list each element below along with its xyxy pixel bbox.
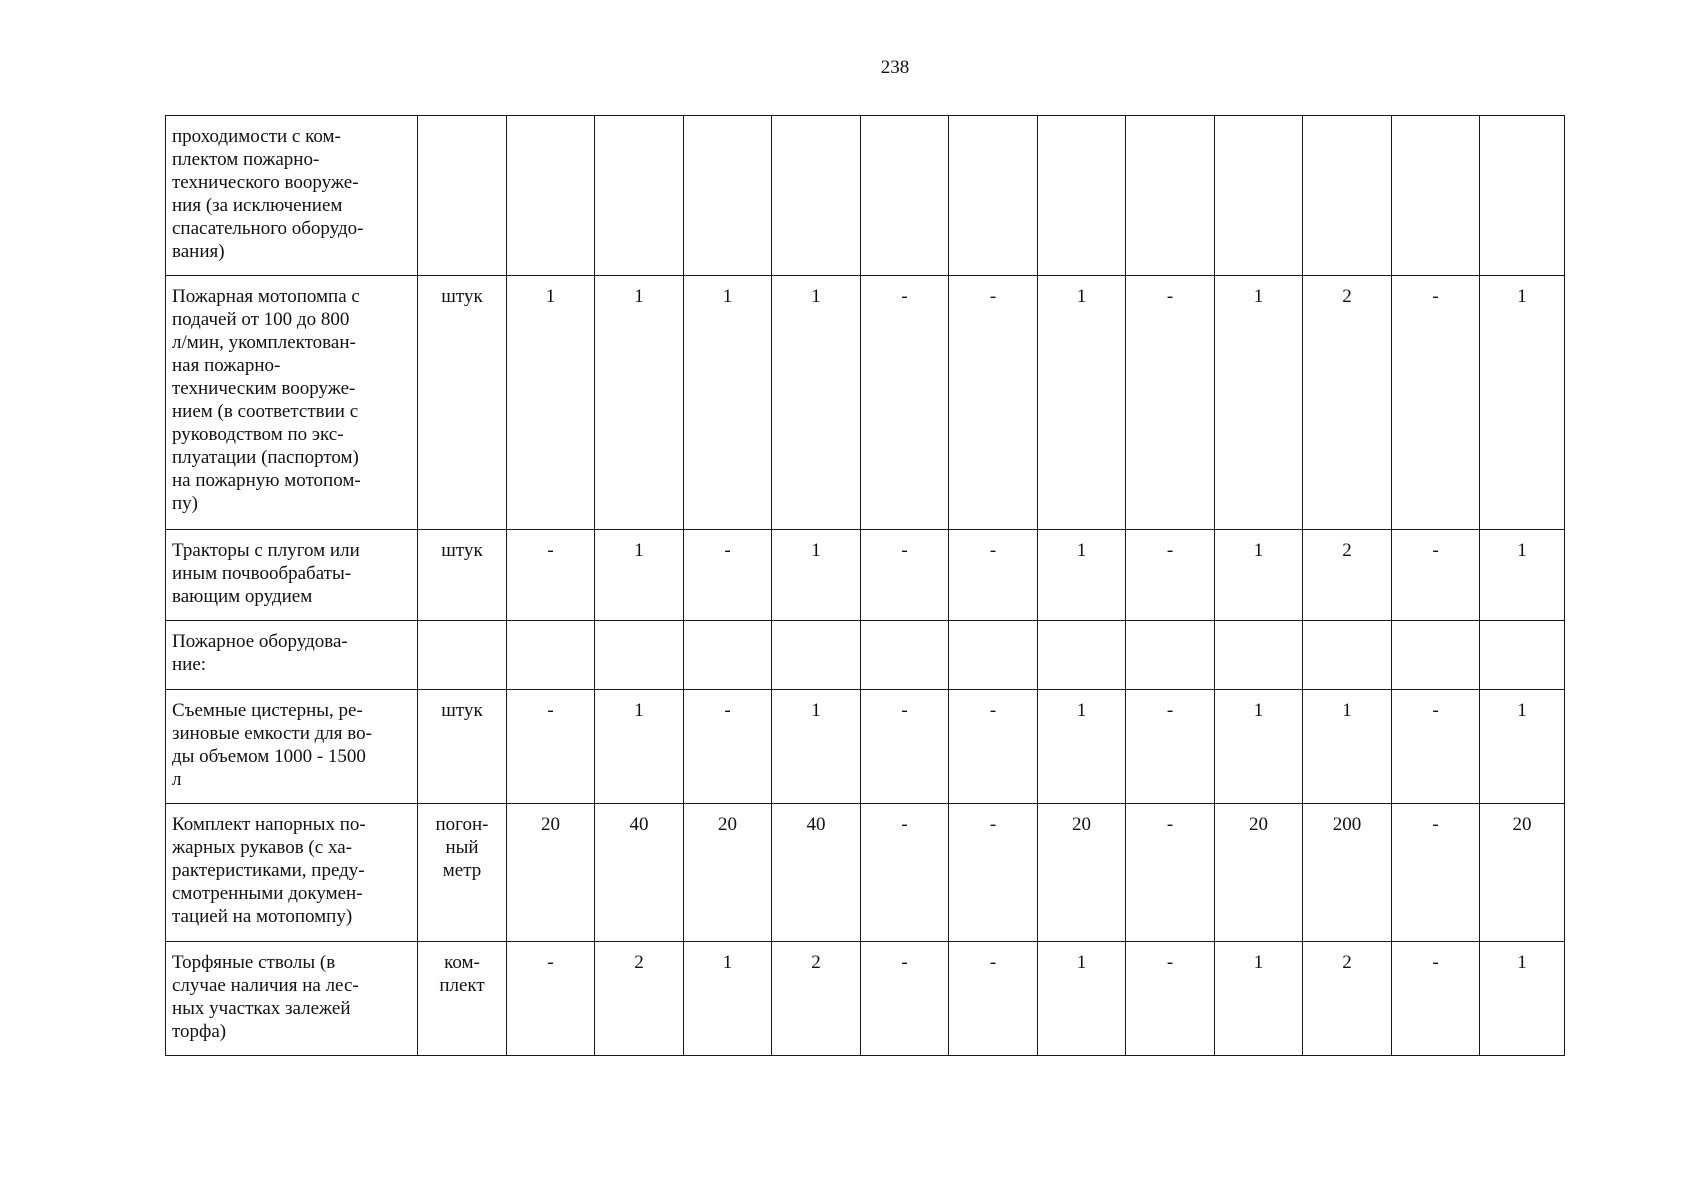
value-cell	[1126, 804, 1215, 942]
value-cell	[1126, 530, 1215, 621]
value: 1	[1517, 286, 1527, 307]
value-cell	[507, 942, 595, 1056]
value: 1	[1253, 286, 1264, 307]
table-row	[166, 690, 1565, 804]
table-row	[166, 621, 1565, 690]
value-cell	[1392, 804, 1480, 942]
value: 2	[1342, 540, 1352, 561]
value-cell	[595, 621, 684, 690]
value-cell	[684, 116, 772, 276]
item-name-cell	[166, 621, 418, 690]
table-row	[166, 116, 1565, 276]
value-cell	[684, 690, 772, 804]
value-cell	[1038, 276, 1126, 530]
value: 20	[541, 814, 560, 835]
value-cell	[772, 942, 861, 1056]
value-cell	[1303, 942, 1392, 1056]
value-cell	[1126, 690, 1215, 804]
value-cell	[1215, 942, 1303, 1056]
value-cell	[1480, 942, 1565, 1056]
value-cell	[1215, 276, 1303, 530]
value-cell	[1215, 804, 1303, 942]
item-name: Пожарное оборудова- ние:	[172, 631, 348, 675]
value-cell	[595, 942, 684, 1056]
value-cell	[1392, 276, 1480, 530]
value-cell	[1215, 690, 1303, 804]
value-cell	[1303, 116, 1392, 276]
value-cell	[1215, 621, 1303, 690]
value-cell	[1038, 942, 1126, 1056]
unit-label: погон- ный метр	[435, 814, 489, 881]
value: 2	[1342, 286, 1352, 307]
value-cell	[1215, 530, 1303, 621]
value: 1	[1517, 700, 1527, 721]
value: 40	[806, 814, 826, 835]
value: 20	[1512, 814, 1532, 835]
value: -	[724, 700, 731, 721]
value: 20	[1072, 814, 1091, 835]
value-cell	[861, 276, 949, 530]
value-cell	[949, 530, 1038, 621]
item-name-cell	[166, 276, 418, 530]
item-name-cell	[166, 116, 418, 276]
value-cell	[1126, 942, 1215, 1056]
value-cell	[949, 804, 1038, 942]
unit-label: штук	[441, 540, 483, 561]
item-name: Торфяные стволы (в случае наличия на лес- ных участках залежей торфа)	[172, 952, 359, 1042]
page-number: 238	[880, 57, 910, 78]
value-cell	[1303, 530, 1392, 621]
value: 1	[634, 700, 644, 721]
value-cell	[595, 804, 684, 942]
value-cell	[595, 116, 684, 276]
value: 40	[629, 814, 649, 835]
value-cell	[1480, 276, 1565, 530]
value: -	[1432, 952, 1439, 973]
value-cell	[1392, 116, 1480, 276]
value-cell	[507, 530, 595, 621]
value-cell	[1038, 116, 1126, 276]
equipment-table	[165, 115, 1565, 1056]
item-name-cell	[166, 690, 418, 804]
value-cell	[1126, 116, 1215, 276]
value: 1	[634, 540, 644, 561]
value: -	[1166, 700, 1174, 721]
value-cell	[1480, 621, 1565, 690]
value: -	[901, 814, 908, 835]
unit-cell	[418, 804, 507, 942]
item-name-cell	[166, 942, 418, 1056]
value-cell	[861, 530, 949, 621]
value-cell	[1038, 690, 1126, 804]
value-cell	[1303, 804, 1392, 942]
value-cell	[507, 621, 595, 690]
value: 1	[1342, 700, 1352, 721]
value: -	[1432, 814, 1439, 835]
value: 1	[1076, 700, 1087, 721]
value: -	[901, 700, 908, 721]
value: -	[1432, 540, 1439, 561]
value: 1	[722, 286, 733, 307]
value: 1	[1076, 540, 1087, 561]
value: 2	[634, 952, 644, 973]
value: 1	[1517, 540, 1527, 561]
table-row	[166, 530, 1565, 621]
value-cell	[1480, 804, 1565, 942]
value: -	[1432, 700, 1439, 721]
value-cell	[684, 804, 772, 942]
value-cell	[861, 621, 949, 690]
value: -	[989, 700, 997, 721]
unit-label: ком- плект	[439, 952, 485, 996]
unit-cell	[418, 276, 507, 530]
value: 1	[634, 286, 644, 307]
unit-label: штук	[441, 700, 483, 721]
value: 20	[718, 814, 737, 835]
table-body	[166, 116, 1565, 1056]
value: 20	[1249, 814, 1268, 835]
value-cell	[1038, 804, 1126, 942]
value-cell	[1215, 116, 1303, 276]
value-cell	[1303, 621, 1392, 690]
value: 1	[811, 540, 821, 561]
value: -	[547, 952, 554, 973]
unit-cell	[418, 621, 507, 690]
value-cell	[949, 276, 1038, 530]
unit-cell	[418, 530, 507, 621]
value-cell	[684, 942, 772, 1056]
value: 2	[1342, 952, 1352, 973]
value-cell	[861, 116, 949, 276]
value-cell	[1038, 621, 1126, 690]
value-cell	[772, 804, 861, 942]
value: 1	[811, 286, 821, 307]
value-cell	[507, 690, 595, 804]
value: -	[989, 814, 997, 835]
value: -	[547, 700, 554, 721]
value-cell	[507, 276, 595, 530]
value: 1	[1076, 286, 1087, 307]
value: -	[724, 540, 731, 561]
item-name: Пожарная мотопомпа с подачей от 100 до 800 л/мин, укомплектован- ная пожарно- техническим вооруже- нием (в соответствии с руководством по экс- плуатации (паспортом) на пожарную мотопом- пу)	[172, 286, 361, 514]
value-cell	[1303, 690, 1392, 804]
item-name: Комплект напорных по- жарных рукавов (с ха- рактеристиками, преду- смотренными докумен- тацией на мотопомпу)	[172, 814, 366, 927]
value-cell	[949, 116, 1038, 276]
value-cell	[1480, 530, 1565, 621]
value: 200	[1332, 814, 1362, 835]
value-cell	[949, 942, 1038, 1056]
value-cell	[1392, 621, 1480, 690]
value: -	[1166, 814, 1174, 835]
value-cell	[1303, 276, 1392, 530]
item-name: Тракторы с плугом или иным почвообрабаты- вающим орудием	[172, 540, 360, 607]
table-row	[166, 276, 1565, 530]
value: -	[1166, 286, 1174, 307]
value: 1	[1253, 700, 1264, 721]
value: 1	[1253, 952, 1264, 973]
value: 1	[1517, 952, 1527, 973]
value-cell	[772, 530, 861, 621]
value-cell	[595, 530, 684, 621]
value-cell	[949, 690, 1038, 804]
unit-cell	[418, 942, 507, 1056]
value-cell	[595, 690, 684, 804]
value-cell	[949, 621, 1038, 690]
value-cell	[861, 942, 949, 1056]
value: -	[1432, 286, 1439, 307]
value-cell	[684, 276, 772, 530]
value: -	[989, 540, 997, 561]
value: 1	[1076, 952, 1087, 973]
value: -	[1166, 952, 1174, 973]
unit-cell	[418, 116, 507, 276]
value-cell	[595, 276, 684, 530]
value: -	[989, 286, 997, 307]
value-cell	[1392, 530, 1480, 621]
table-row	[166, 942, 1565, 1056]
value-cell	[1126, 621, 1215, 690]
value-cell	[507, 804, 595, 942]
value-cell	[1480, 690, 1565, 804]
value: -	[1166, 540, 1174, 561]
value: -	[989, 952, 997, 973]
value-cell	[861, 804, 949, 942]
value-cell	[684, 530, 772, 621]
value-cell	[772, 621, 861, 690]
value-cell	[684, 621, 772, 690]
value: -	[901, 952, 908, 973]
value: 1	[722, 952, 733, 973]
value-cell	[1392, 690, 1480, 804]
value-cell	[507, 116, 595, 276]
value: 2	[811, 952, 821, 973]
value-cell	[1480, 116, 1565, 276]
value-cell	[1392, 942, 1480, 1056]
value-cell	[1126, 276, 1215, 530]
value: -	[901, 286, 908, 307]
item-name: проходимости с ком- плектом пожарно- технического вооруже- ния (за исключением спасательного оборудо- вания)	[172, 126, 364, 262]
value-cell	[772, 690, 861, 804]
value-cell	[861, 690, 949, 804]
value-cell	[772, 116, 861, 276]
value-cell	[1038, 530, 1126, 621]
value-cell	[772, 276, 861, 530]
item-name-cell	[166, 530, 418, 621]
value: -	[547, 540, 554, 561]
unit-cell	[418, 690, 507, 804]
item-name: Съемные цистерны, ре- зиновые емкости для во- ды объемом 1000 - 1500 л	[172, 700, 372, 790]
value: -	[901, 540, 908, 561]
table-row	[166, 804, 1565, 942]
item-name-cell	[166, 804, 418, 942]
value: 1	[1253, 540, 1264, 561]
value: 1	[811, 700, 821, 721]
value: 1	[545, 286, 556, 307]
unit-label: штук	[441, 286, 483, 307]
